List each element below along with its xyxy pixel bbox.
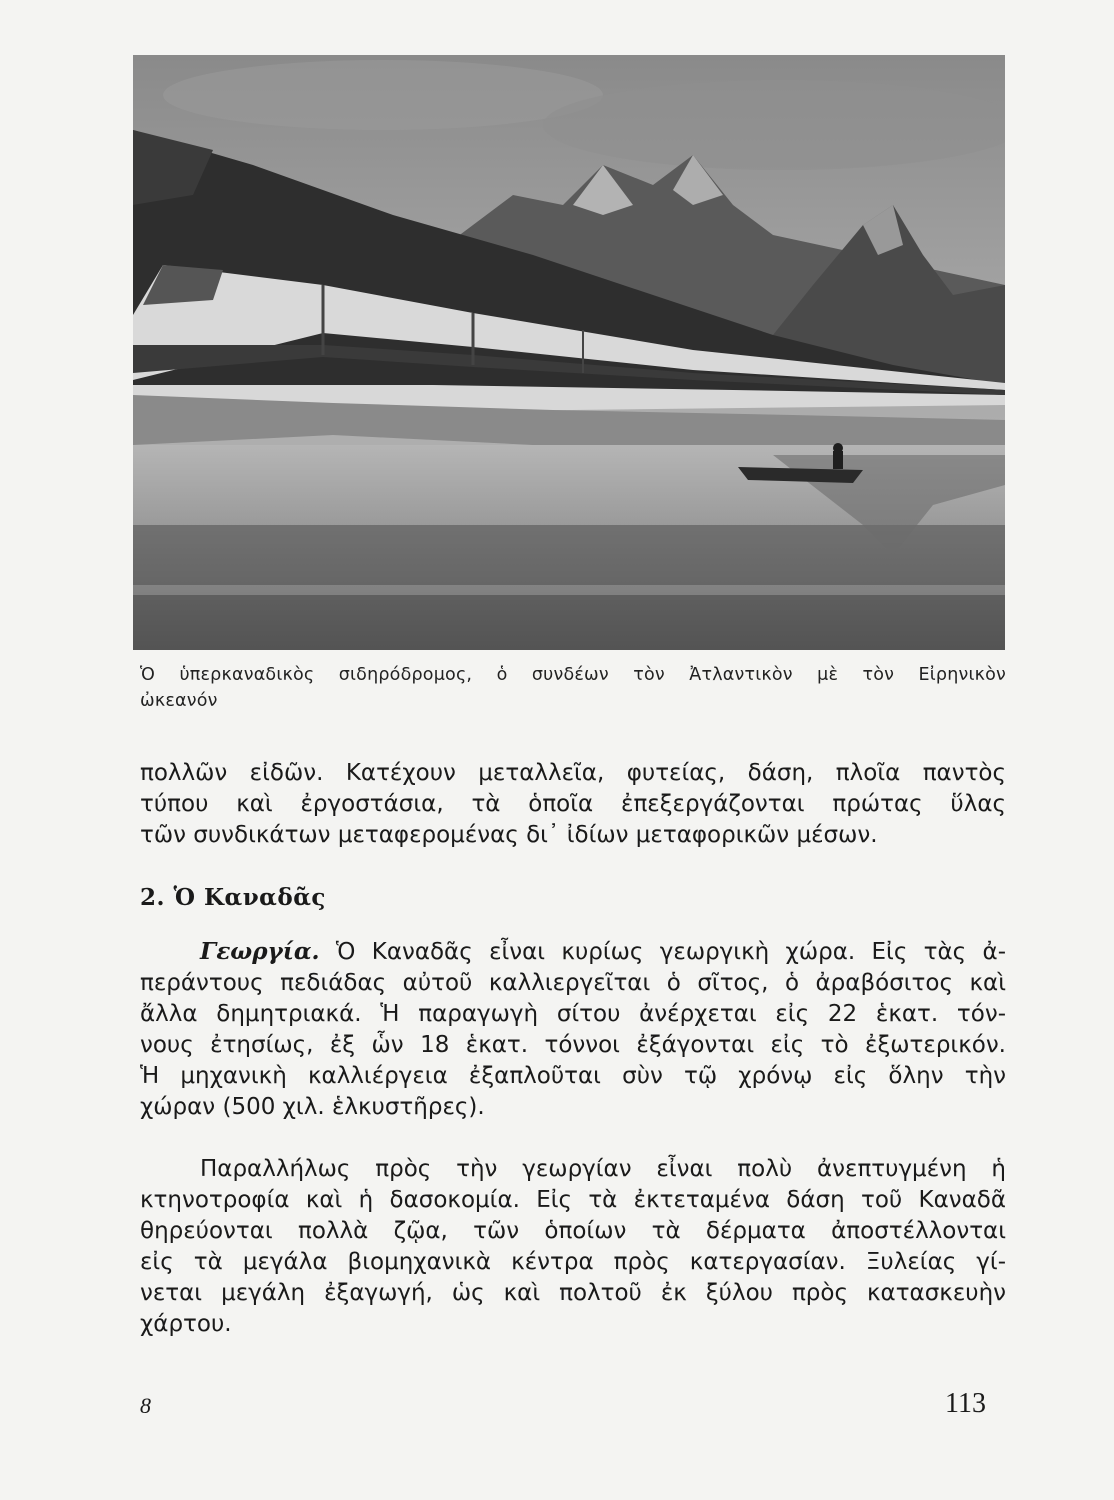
runin-heading: Γεωργία. xyxy=(200,938,320,965)
paragraph-3-line: κτηνοτροφία καὶ ἡ δασοκομία. Εἰς τὰ ἐκτεταμένα δάση τοῦ Καναδᾶ xyxy=(140,1187,1006,1213)
paragraph-3-line: νεται μεγάλη ἐξαγωγή, ὡς καὶ πολτοῦ ἐκ ξύλου πρὸς κατασκευὴν xyxy=(140,1280,1006,1306)
page-number: 113 xyxy=(945,1388,986,1419)
paragraph-3 xyxy=(140,1154,1006,1340)
train-photograph xyxy=(133,55,1005,650)
paragraph-2 xyxy=(140,936,1006,1123)
paragraph-1-line: τύπου καὶ ἐργοστάσια, τὰ ὁποῖα ἐπεξεργάζονται πρώτας ὕλας xyxy=(140,791,1006,817)
paragraph-2-line: νους ἐτησίως, ἐξ ὧν 18 ἑκατ. τόννοι ἐξάγονται εἰς τὸ ἐξωτερικόν. xyxy=(140,1032,1006,1058)
caption-line-1: Ὁ ὑπερκαναδικὸς σιδηρόδρομος, ὁ συνδέων τὸν Ἀτλαντικὸν μὲ τὸν Εἰρηνικὸν xyxy=(140,665,1006,685)
paragraph-2-line: χώραν (500 χιλ. ἑλκυστῆρες). xyxy=(140,1094,485,1120)
paragraph-3-line: θηρεύονται πολλὰ ζῷα, τῶν ὁποίων τὰ δέρματα ἀποστέλλονται xyxy=(140,1218,1006,1244)
paragraph-1-line: τῶν συνδικάτων μεταφερομένας δι᾿ ἰδίων μεταφορικῶν μέσων. xyxy=(140,822,878,848)
paragraph-2-line: Ἡ μηχανικὴ καλλιέργεια ἐξαπλοῦται σὺν τῷ χρόνῳ εἰς ὅλην τὴν xyxy=(140,1063,1006,1089)
paragraph-3-line: χάρτου. xyxy=(140,1311,232,1337)
paragraph-3-line: Παραλλήλως πρὸς τὴν γεωργίαν εἶναι πολὺ ἀνεπτυγμένη ἡ xyxy=(200,1156,1006,1182)
caption-line-2: ὠκεανόν xyxy=(140,691,218,711)
paragraph-2-line: Ὁ Καναδᾶς εἶναι κυρίως γεωργικὴ χώρα. Εἰς τὰς ἀ- xyxy=(319,939,1006,965)
signature-mark: 8 xyxy=(140,1393,151,1418)
photo-caption xyxy=(140,662,1006,714)
paragraph-3-line: εἰς τὰ μεγάλα βιομηχανικὰ κέντρα πρὸς κατεργασίαν. Ξυλείας γί- xyxy=(140,1249,1006,1275)
section-heading: 2. Ὁ Καναδᾶς xyxy=(140,884,326,911)
paragraph-1 xyxy=(140,758,1006,851)
paragraph-1-line: πολλῶν εἰδῶν. Κατέχουν μεταλλεῖα, φυτείας, δάση, πλοῖα παντὸς xyxy=(140,760,1006,786)
paragraph-2-line-1 xyxy=(140,936,1006,968)
paragraph-2-line: περάντους πεδιάδας αὐτοῦ καλλιεργεῖται ὁ σῖτος, ὁ ἀραβόσιτος καὶ xyxy=(140,970,1006,996)
train-lake-mountains-image xyxy=(133,55,1005,650)
paragraph-2-line: ἄλλα δημητριακά. Ἡ παραγωγὴ σίτου ἀνέρχεται εἰς 22 ἑκατ. τόν- xyxy=(140,1001,1006,1027)
